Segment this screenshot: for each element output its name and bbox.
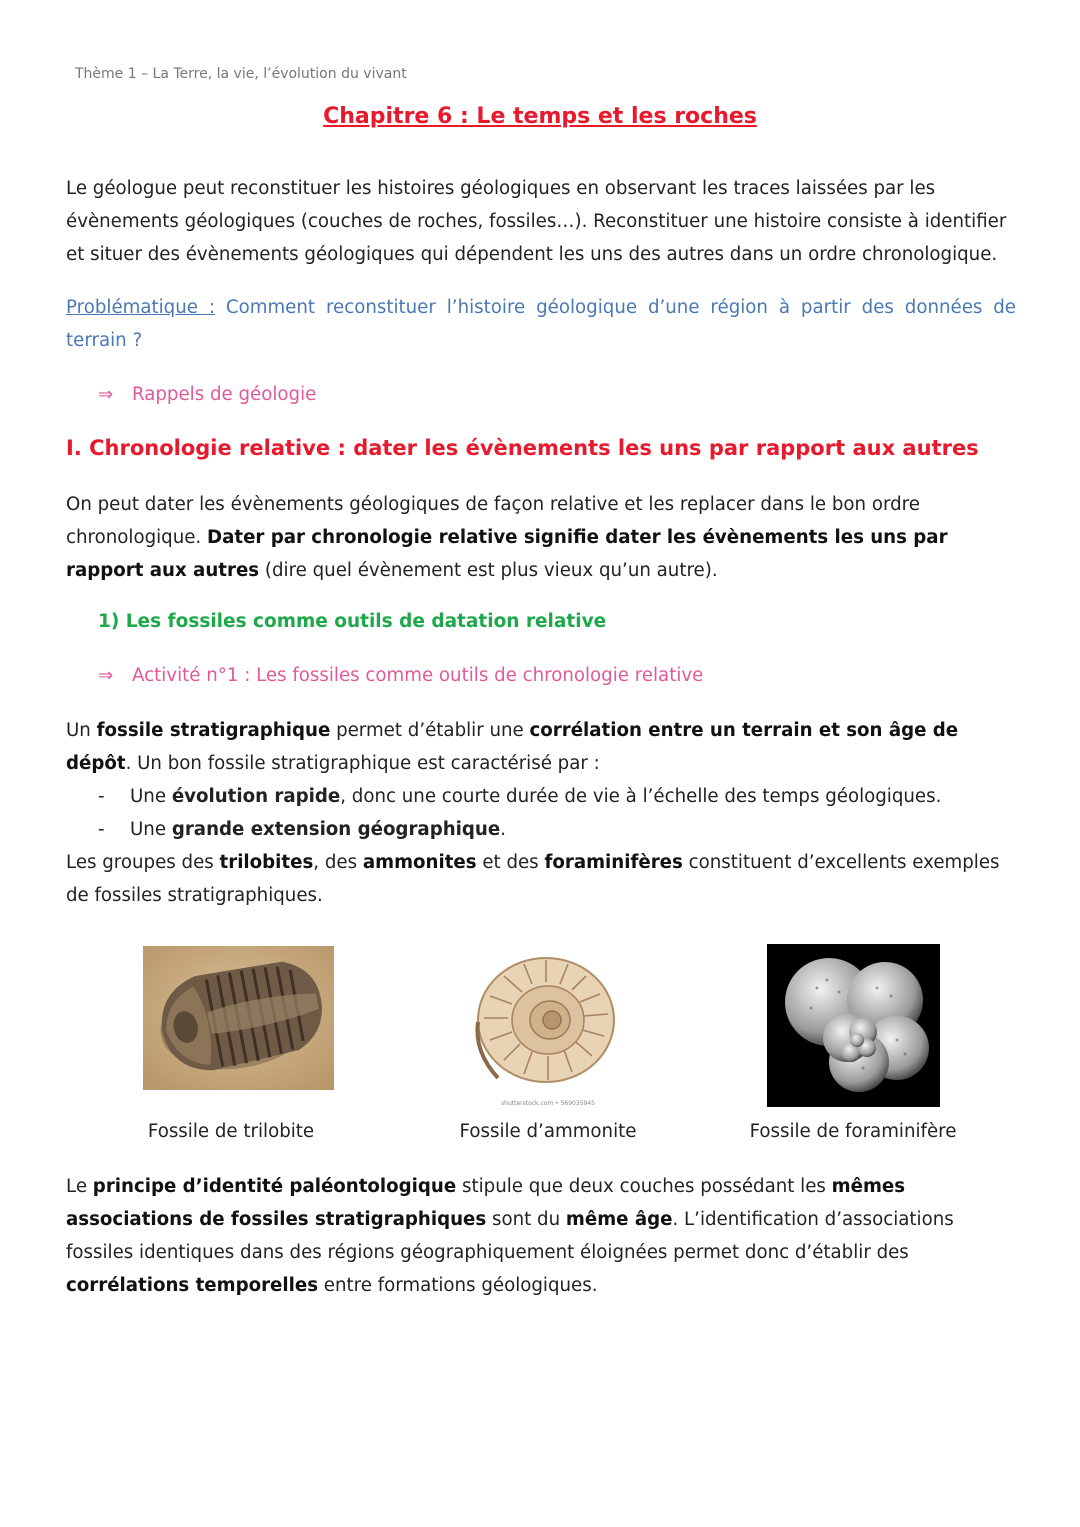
- bullet-dash: -: [98, 786, 105, 807]
- text-run: , des: [313, 852, 363, 873]
- arrow-right-icon: ⇒: [98, 665, 114, 686]
- bullet-dash: -: [98, 819, 105, 840]
- paragraph-line: On peut dater les évènements géologiques de façon relative et les replacer dans le bon ordre: [66, 494, 920, 515]
- ammonite-image: [468, 952, 620, 1088]
- text-run: .: [500, 819, 506, 840]
- text-run: permet d’établir une: [330, 720, 530, 741]
- paragraph-line: de fossiles stratigraphiques.: [66, 885, 323, 906]
- paragraph-line: [66, 846, 1016, 879]
- groupes-paragraph: [66, 846, 1016, 912]
- foraminifera-caption: Fossile de foraminifère: [749, 1121, 957, 1142]
- paragraph-line: [66, 1203, 1016, 1236]
- text-run: constituent d’excellents exemples: [682, 852, 1000, 873]
- intro-line: Le géologue peut reconstituer les histoires géologiques en observant les traces laissées par les: [66, 178, 936, 199]
- text-run: Les groupes des: [66, 852, 220, 873]
- bold-run: trilobites: [219, 852, 314, 873]
- trilobite-image: [143, 946, 334, 1090]
- text-run: stipule que deux couches possédant les: [456, 1176, 832, 1197]
- ammonite-watermark: shutterstock.com • 569035945: [501, 1100, 595, 1107]
- fossile-strat-paragraph: [66, 714, 1016, 780]
- problematique-label: Problématique :: [66, 297, 215, 318]
- paragraph-line: [66, 714, 1016, 747]
- paragraph-line: [66, 554, 1016, 587]
- bold-run: grande extension géographique: [171, 819, 501, 840]
- paragraph-line: fossiles identiques dans des régions géographiquement éloignées permet donc d’établir des: [66, 1242, 909, 1263]
- bold-run: associations de fossiles stratigraphiques: [66, 1209, 487, 1230]
- text-run: entre formations géologiques.: [318, 1275, 598, 1296]
- bold-run: mêmes: [831, 1176, 906, 1197]
- text-run: sont du: [486, 1209, 566, 1230]
- principe-paragraph: [66, 1170, 1016, 1302]
- ammonite-caption: Fossile d’ammonite: [459, 1121, 637, 1142]
- paragraph-line: [66, 521, 1016, 554]
- intro-line: évènements géologiques (couches de roches, fossiles…). Reconstituer une histoire consiste à identifier: [66, 211, 1007, 232]
- trilobite-caption: Fossile de trilobite: [147, 1121, 315, 1142]
- subsection-title: 1) Les fossiles comme outils de datation relative: [98, 611, 607, 632]
- text-run: et des: [476, 852, 545, 873]
- bold-run: évolution rapide: [171, 786, 341, 807]
- bold-run: ammonites: [362, 852, 477, 873]
- activity-text: Activité n°1 : Les fossiles comme outils de chronologie relative: [132, 665, 704, 686]
- bold-run: principe d’identité paléontologique: [92, 1176, 457, 1197]
- text-run: Le: [66, 1176, 93, 1197]
- bold-run: corrélations temporelles: [66, 1275, 319, 1296]
- text-run: . Un bon fossile stratigraphique est caractérisé par :: [125, 753, 600, 774]
- intro-line: et situer des évènements géologiques qui dépendent les uns des autres dans un ordre chronologique.: [66, 244, 998, 265]
- bold-run: Dater par chronologie relative signifie dater les évènements les uns par: [207, 527, 948, 548]
- bold-run: même âge: [565, 1209, 673, 1230]
- problematique: [66, 291, 1016, 357]
- bold-run: dépôt: [66, 753, 126, 774]
- arrow-right-icon: ⇒: [98, 384, 114, 405]
- bold-run: fossile stratigraphique: [96, 720, 331, 741]
- bold-run: rapport aux autres: [66, 560, 260, 581]
- rappels-link: [98, 384, 316, 405]
- intro-paragraph: [66, 172, 1016, 271]
- problematique-line: terrain ?: [66, 330, 143, 351]
- text-run: Une: [130, 819, 172, 840]
- list-item: [98, 780, 941, 813]
- problematique-line: [66, 291, 1016, 324]
- chapter-title: Chapitre 6 : Le temps et les roches: [323, 104, 757, 129]
- text-run: . L’identification d’associations: [672, 1209, 954, 1230]
- section1-paragraph: [66, 488, 1016, 587]
- text-run: , donc une courte durée de vie à l’échelle des temps géologiques.: [340, 786, 942, 807]
- problematique-text: Comment reconstituer l’histoire géologique d’une région à partir des données de: [225, 297, 1016, 318]
- text-run: Une: [130, 786, 172, 807]
- bold-run: corrélation entre un terrain et son âge de: [529, 720, 959, 741]
- paragraph-line: [66, 1269, 1016, 1302]
- paragraph-line: [66, 1170, 1016, 1203]
- rappels-text: Rappels de géologie: [132, 384, 317, 405]
- bold-run: foraminifères: [544, 852, 683, 873]
- text-run: Un: [66, 720, 97, 741]
- foraminifera-image: [767, 944, 940, 1107]
- paragraph-line: [66, 747, 1016, 780]
- theme-header: Thème 1 – La Terre, la vie, l’évolution du vivant: [75, 66, 407, 82]
- activity-link: [98, 665, 703, 686]
- list-item: [98, 813, 506, 846]
- text-run: (dire quel évènement est plus vieux qu’un autre).: [259, 560, 718, 581]
- text-run: chronologique.: [66, 527, 207, 548]
- section-title: I. Chronologie relative : dater les évènements les uns par rapport aux autres: [66, 436, 979, 460]
